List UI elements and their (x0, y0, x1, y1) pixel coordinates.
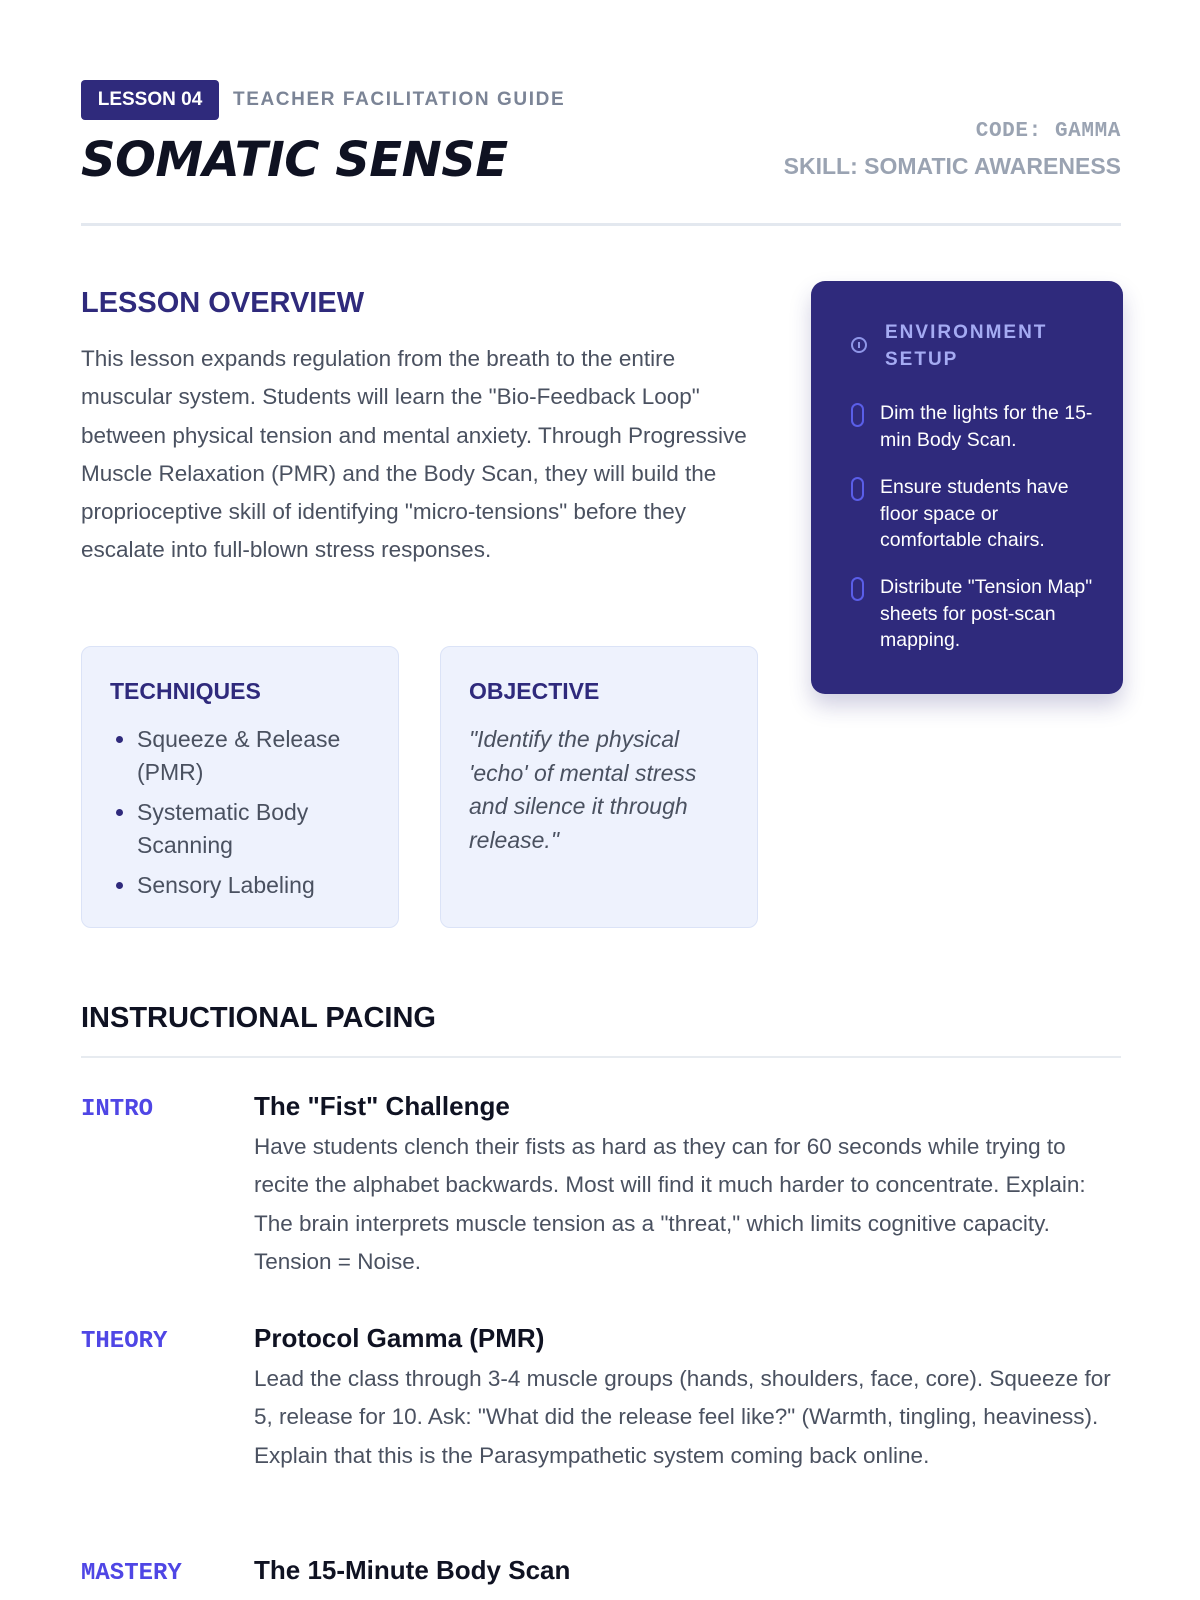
techniques-list (110, 723, 407, 909)
pacing-heading: INSTRUCTIONAL PACING (81, 1002, 436, 1034)
phase-title: The 15-Minute Body Scan (254, 1555, 571, 1585)
techniques-card (81, 646, 399, 928)
info-icon (851, 337, 867, 353)
techniques-heading: TECHNIQUES (110, 678, 261, 704)
phase-label: THEORY (81, 1328, 168, 1355)
checkbox-icon[interactable] (851, 577, 864, 601)
environment-setup-title: ENVIRONMENT SETUP (885, 322, 1048, 370)
list-item: • Squeeze & Release (PMR) (137, 723, 407, 789)
setup-item-text: Ensure students have floor space or comfortable chairs. (880, 476, 1069, 551)
overview-text: This lesson expands regulation from the breath to the entire muscular system. Students will learn the "Bio-Feedback Loop" between physical tension and mental anxiety. Through Progressive Muscle Relaxation (PMR) and the Body Scan, they will build the proprioceptive skill of identifying "micro-tensions" before they escalate into full-blown stress responses. (81, 346, 747, 563)
header-divider (81, 223, 1121, 226)
setup-item-text: Dim the lights for the 15-min Body Scan. (880, 402, 1093, 451)
objective-text: "Identify the physical 'echo' of mental stress and silence it through release." (469, 726, 697, 853)
checkbox-icon[interactable] (851, 477, 864, 501)
phase-body: Lead the class through 3-4 muscle groups (hands, shoulders, face, core). Squeeze for 5, release for 10. Ask: "What did the release feel like?" (Warmth, tingling, heaviness). Explain that this is the Parasympathetic system coming back online. (254, 1366, 1111, 1468)
setup-item-text: Distribute "Tension Map" sheets for post-scan mapping. (880, 576, 1093, 651)
phase-title: The "Fist" Challenge (254, 1091, 510, 1121)
phase-label: MASTERY (81, 1560, 182, 1587)
objective-heading: OBJECTIVE (469, 678, 600, 704)
phase-body: Have students clench their fists as hard as they can for 60 seconds while trying to recite the alphabet backwards. Most will find it much harder to concentrate. Explain: The brain interprets muscle tension as a "threat," which limits cognitive capacity. Tension = Noise. (254, 1134, 1086, 1274)
lesson-code: CODE: GAMMA (975, 120, 1121, 143)
overview-heading: LESSON OVERVIEW (81, 287, 365, 319)
checkbox-icon[interactable] (851, 403, 864, 427)
phase-label: INTRO (81, 1096, 154, 1123)
lesson-skill: SKILL: SOMATIC AWARENESS (783, 153, 1121, 179)
list-item: • Systematic Body Scanning (137, 796, 407, 862)
guide-label: TEACHER FACILITATION GUIDE (233, 89, 566, 110)
objective-card (440, 646, 758, 928)
pacing-divider (81, 1056, 1121, 1058)
lesson-badge: LESSON 04 (81, 80, 219, 120)
page-title: SOMATIC SENSE (81, 132, 508, 188)
list-item: • Sensory Labeling (137, 869, 407, 902)
phase-title: Protocol Gamma (PMR) (254, 1323, 545, 1353)
